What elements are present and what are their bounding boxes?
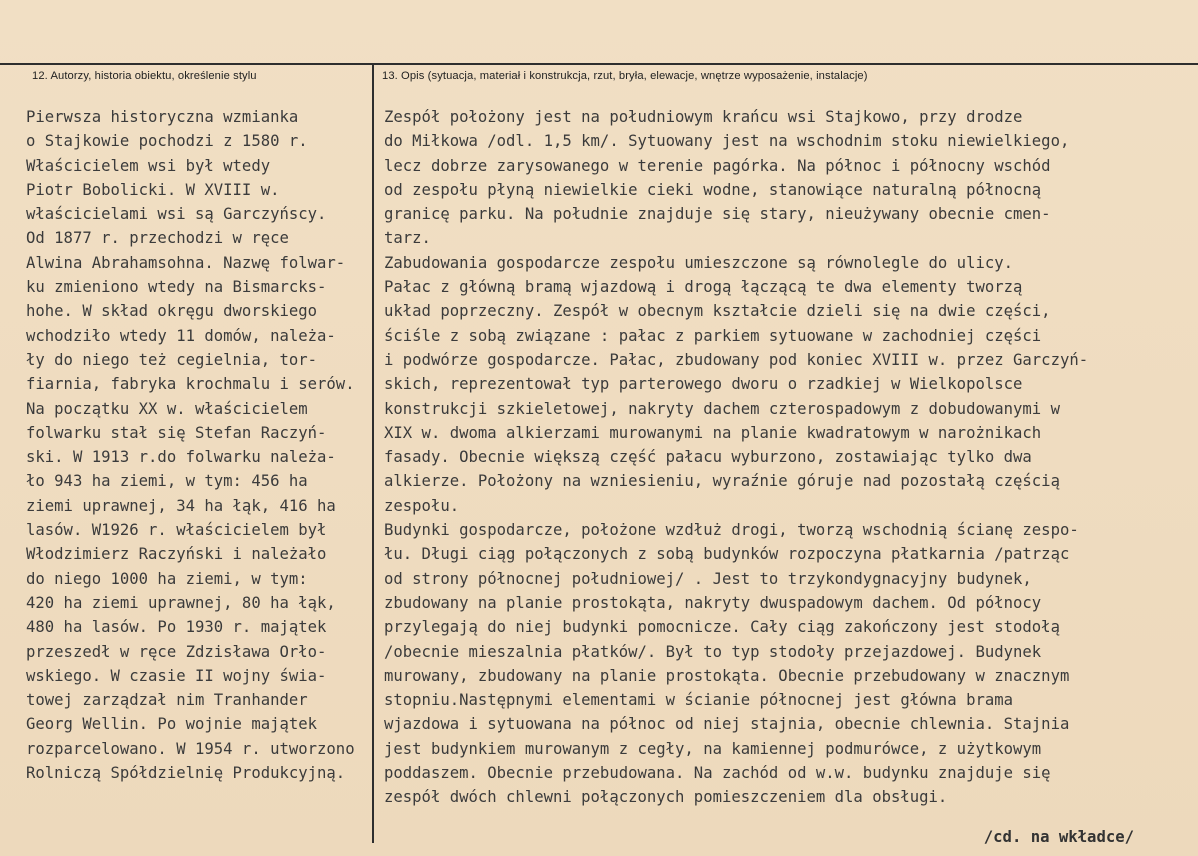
- description-line: zbudowany na planie prostokąta, nakryty dwuspadowym dachem. Od północy: [384, 593, 1042, 612]
- column-divider: [372, 63, 374, 843]
- history-line: Georg Wellin. Po wojnie majątek: [26, 715, 318, 734]
- history-line: wchodziło wtedy 11 domów, należa-: [26, 326, 336, 345]
- description-line: od zespołu płyną niewielkie cieki wodne, stanowiące naturalną północną: [384, 180, 1042, 199]
- description-line: murowany, zbudowany na planie prostokąta. Obecnie przebudowany w znacznym: [384, 666, 1070, 685]
- history-line: Piotr Bobolicki. W XVIII w.: [26, 180, 280, 199]
- history-line: do niego 1000 ha ziemi, w tym:: [26, 569, 308, 588]
- history-line: folwarku stał się Stefan Raczyń-: [26, 423, 327, 442]
- top-rule: [0, 63, 1198, 65]
- history-line: Na początku XX w. właścicielem: [26, 399, 308, 418]
- section-12-heading: 12. Autorzy, historia obiektu, określenie stylu: [32, 70, 257, 82]
- description-line: XIX w. dwoma alkierzami murowanymi na planie kwadratowym w narożnikach: [384, 423, 1042, 442]
- history-line: ły do niego też cegielnia, tor-: [26, 350, 318, 369]
- description-text: [384, 105, 1192, 810]
- history-line: właścicielami wsi są Garczyńscy.: [26, 205, 327, 224]
- history-line: hohe. W skład okręgu dworskiego: [26, 302, 318, 321]
- description-line: układ poprzeczny. Zespół w obecnym kształcie dzieli się na dwie części,: [384, 302, 1051, 321]
- description-line: alkierze. Położony na wzniesieniu, wyraźnie góruje nad pozostałą częścią: [384, 472, 1060, 491]
- history-line: ziemi uprawnej, 34 ha łąk, 416 ha: [26, 496, 336, 515]
- history-line: ski. W 1913 r.do folwarku należa-: [26, 448, 336, 467]
- history-line: Rolniczą Spółdzielnię Produkcyjną.: [26, 764, 346, 783]
- history-line: 420 ha ziemi uprawnej, 80 ha łąk,: [26, 593, 336, 612]
- description-line: Zabudowania gospodarcze zespołu umieszczone są równolegle do ulicy.: [384, 253, 1014, 272]
- history-line: Alwina Abrahamsohna. Nazwę folwar-: [26, 253, 346, 272]
- history-line: Pierwsza historyczna wzmianka: [26, 108, 299, 126]
- description-line: ściśle z sobą związane : pałac z parkiem sytuowane w zachodniej części: [384, 326, 1042, 345]
- description-line: lecz dobrze zarysowanego w terenie pagórka. Na północ i północny wschód: [384, 156, 1051, 175]
- history-line: wskiego. W czasie II wojny świa-: [26, 666, 327, 685]
- section-13-heading: 13. Opis (sytuacja, materiał i konstrukcja, rzut, bryła, elewacje, wnętrze wyposażenie, instalacje): [382, 70, 868, 82]
- history-line: przeszedł w ręce Zdzisława Orło-: [26, 642, 327, 661]
- history-line: rozparcelowano. W 1954 r. utworzono: [26, 739, 355, 758]
- description-line: Budynki gospodarcze, położone wzdłuż drogi, tworzą wschodnią ścianę zespo-: [384, 521, 1079, 540]
- description-line: łu. Długi ciąg połączonych z sobą budynków rozpoczyna płatkarnia /patrząc: [384, 545, 1070, 564]
- description-line: /obecnie mieszalnia płatków/. Był to typ stodoły przejazdowej. Budynek: [384, 642, 1042, 661]
- description-line: Zespół położony jest na południowym krańcu wsi Stajkowo, przy drodze: [384, 108, 1023, 126]
- history-line: ku zmieniono wtedy na Bismarcks-: [26, 278, 327, 297]
- history-line: Od 1877 r. przechodzi w ręce: [26, 229, 289, 248]
- history-line: Włodzimierz Raczyński i należało: [26, 545, 327, 564]
- history-line: ło 943 ha ziemi, w tym: 456 ha: [26, 472, 308, 491]
- description-line: Pałac z główną bramą wjazdową i drogą łączącą te dwa elementy tworzą: [384, 278, 1023, 297]
- continuation-note: /cd. na wkładce/: [983, 828, 1134, 846]
- history-line: 480 ha lasów. Po 1930 r. majątek: [26, 618, 327, 637]
- description-line: zespołu.: [384, 496, 460, 515]
- history-line: Właścicielem wsi był wtedy: [26, 156, 271, 175]
- description-line: do Miłkowa /odl. 1,5 km/. Sytuowany jest na wschodnim stoku niewielkiego,: [384, 132, 1070, 151]
- description-line: skich, reprezentował typ parterowego dworu o rzadkiej w Wielkopolsce: [384, 375, 1023, 394]
- history-line: fiarnia, fabryka krochmalu i serów.: [26, 375, 355, 394]
- description-line: fasady. Obecnie większą część pałacu wyburzono, zostawiając tylko dwa: [384, 448, 1032, 467]
- history-text: [26, 105, 371, 785]
- description-line: przylegają do niej budynki pomocnicze. Cały ciąg zakończony jest stodołą: [384, 618, 1060, 637]
- description-line: od strony północnej południowej/ . Jest to trzykondygnacyjny budynek,: [384, 569, 1032, 588]
- description-line: tarz.: [384, 229, 431, 248]
- history-line: o Stajkowie pochodzi z 1580 r.: [26, 132, 308, 151]
- history-line: lasów. W1926 r. właścicielem był: [26, 521, 327, 540]
- description-line: wjazdowa i sytuowana na północ od niej stajnia, obecnie chlewnia. Stajnia: [384, 715, 1070, 734]
- description-line: konstrukcji szkieletowej, nakryty dachem czterospadowym z dobudowanymi w: [384, 399, 1060, 418]
- description-line: stopniu.Następnymi elementami w ścianie północnej jest główna brama: [384, 691, 1014, 710]
- description-line: poddaszem. Obecnie przebudowana. Na zachód od w.w. budynku znajduje się: [384, 764, 1051, 783]
- description-line: zespół dwóch chlewni połączonych pomieszczeniem dla obsługi.: [384, 788, 948, 807]
- description-line: jest budynkiem murowanym z cegły, na kamiennej podmurówce, z użytkowym: [384, 739, 1042, 758]
- history-line: towej zarządzał nim Tranhander: [26, 691, 308, 710]
- description-line: i podwórze gospodarcze. Pałac, zbudowany pod koniec XVIII w. przez Garczyń-: [384, 350, 1089, 369]
- description-line: granicę parku. Na południe znajduje się stary, nieużywany obecnie cmen-: [384, 205, 1051, 224]
